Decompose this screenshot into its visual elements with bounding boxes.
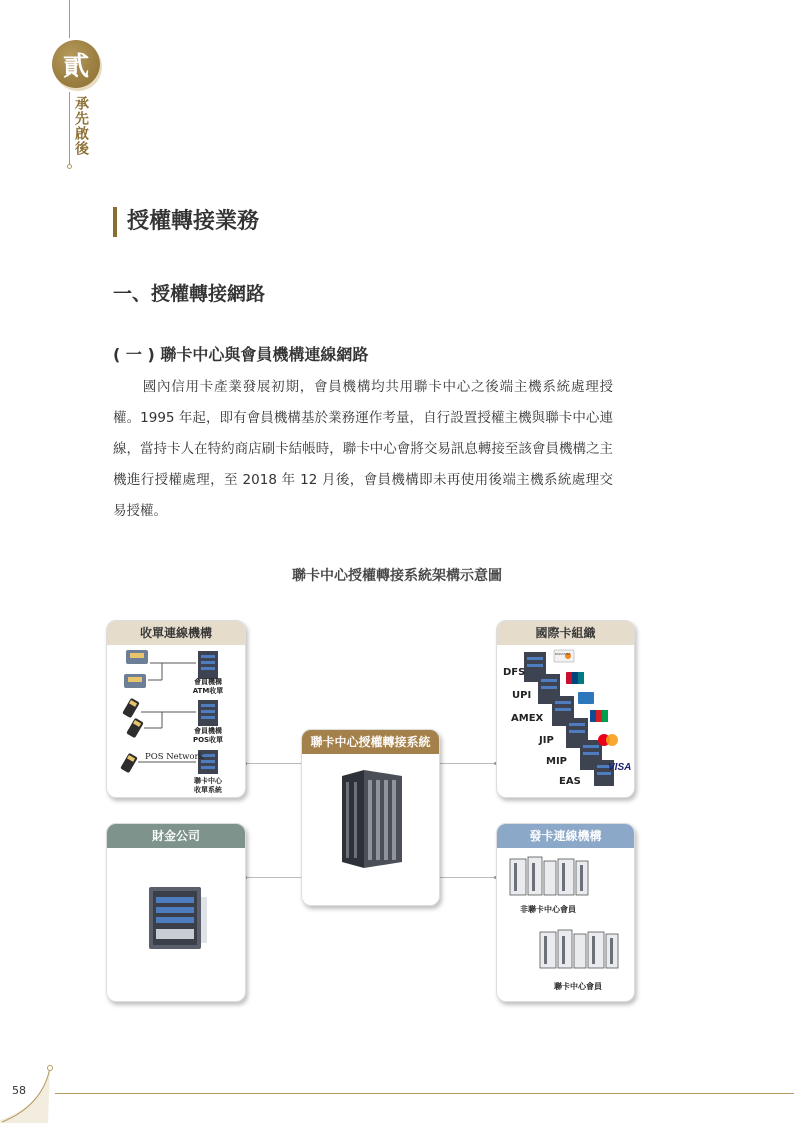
atm-card-icon — [124, 650, 148, 688]
side-decorative-rule — [69, 92, 70, 165]
network-label-upi: UPI — [512, 690, 532, 701]
financial-header: 財金公司 — [107, 824, 245, 848]
network-label-jip: JIP — [539, 735, 554, 746]
network-label-mip: MIP — [546, 756, 568, 767]
network-label-amex: AMEX — [511, 713, 544, 724]
network-label-dfs: DFS — [503, 667, 526, 678]
connector-center-issuer — [440, 877, 497, 878]
chapter-title: 承先啟後 — [73, 96, 89, 156]
subsubsection-title: ( 一 ) 聯卡中心與會員機構連線網路 — [113, 345, 369, 364]
server-icon — [198, 700, 218, 726]
page-number: 58 — [12, 1084, 26, 1097]
subsection-title: 一、授權轉接網路 — [113, 283, 266, 305]
unionpay-logo-icon — [566, 672, 584, 684]
acquirer-illustration — [106, 644, 246, 798]
non-member-servers-icon — [506, 855, 592, 903]
corner-decoration — [0, 1060, 60, 1123]
member-label: 聯卡中心會員 — [554, 982, 602, 991]
connector-financial-center — [245, 877, 302, 878]
jcb-logo-icon — [590, 710, 608, 722]
acquirer-header: 收單連線機構 — [107, 621, 245, 645]
amex-logo-icon — [578, 692, 594, 704]
pos-terminal-icon — [120, 753, 138, 774]
center-header: 聯卡中心授權轉接系統 — [302, 730, 439, 754]
international-header: 國際卡組織 — [497, 621, 634, 645]
mainframe-icon — [336, 768, 408, 872]
atm-acquirer-label: 會員機構 ATM收單 — [192, 678, 224, 695]
non-member-label: 非聯卡中心會員 — [520, 905, 576, 914]
ncc-acquirer-label: 聯卡中心 收單系統 — [194, 777, 222, 794]
server-icon — [198, 651, 218, 679]
section-title: 授權轉接業務 — [113, 207, 259, 237]
connector-center-international — [440, 763, 497, 764]
bottom-rule — [55, 1093, 794, 1094]
pos-acquirer-label: 會員機構 POS收單 — [192, 727, 224, 744]
top-decorative-rule — [69, 0, 70, 38]
discover-logo-text: DISCOVER — [555, 652, 571, 656]
chapter-emblem: 貳 — [52, 40, 100, 88]
visa-logo-icon: VISA — [608, 762, 632, 773]
diagram-title: 聯卡中心授權轉接系統架構示意圖 — [292, 568, 502, 584]
body-paragraph: 國內信用卡產業發展初期，會員機構均共用聯卡中心之後端主機系統處理授權。1995 年起，即有會員機構基於業務運作考量，自行設置授權主機與聯卡中心連線，當持卡人在特約商店刷卡結帳時，聯卡中心會將交易訊息轉接至該會員機構之主機進行授權處理，至 2018 年 12 月後，會員機構即未再使用後端主機系統處理交易授權。 — [113, 379, 613, 519]
pos-terminal-icon — [122, 698, 144, 739]
issuer-header: 發卡連線機構 — [497, 824, 634, 848]
pos-network-label: POS Network — [145, 752, 204, 762]
mastercard-logo-icon — [598, 734, 618, 746]
financial-server-icon — [145, 885, 209, 951]
member-servers-icon — [536, 928, 622, 976]
rule-end-dot — [67, 164, 72, 169]
network-label-eas: EAS — [559, 776, 581, 787]
connector-acquirer-center — [245, 763, 302, 764]
